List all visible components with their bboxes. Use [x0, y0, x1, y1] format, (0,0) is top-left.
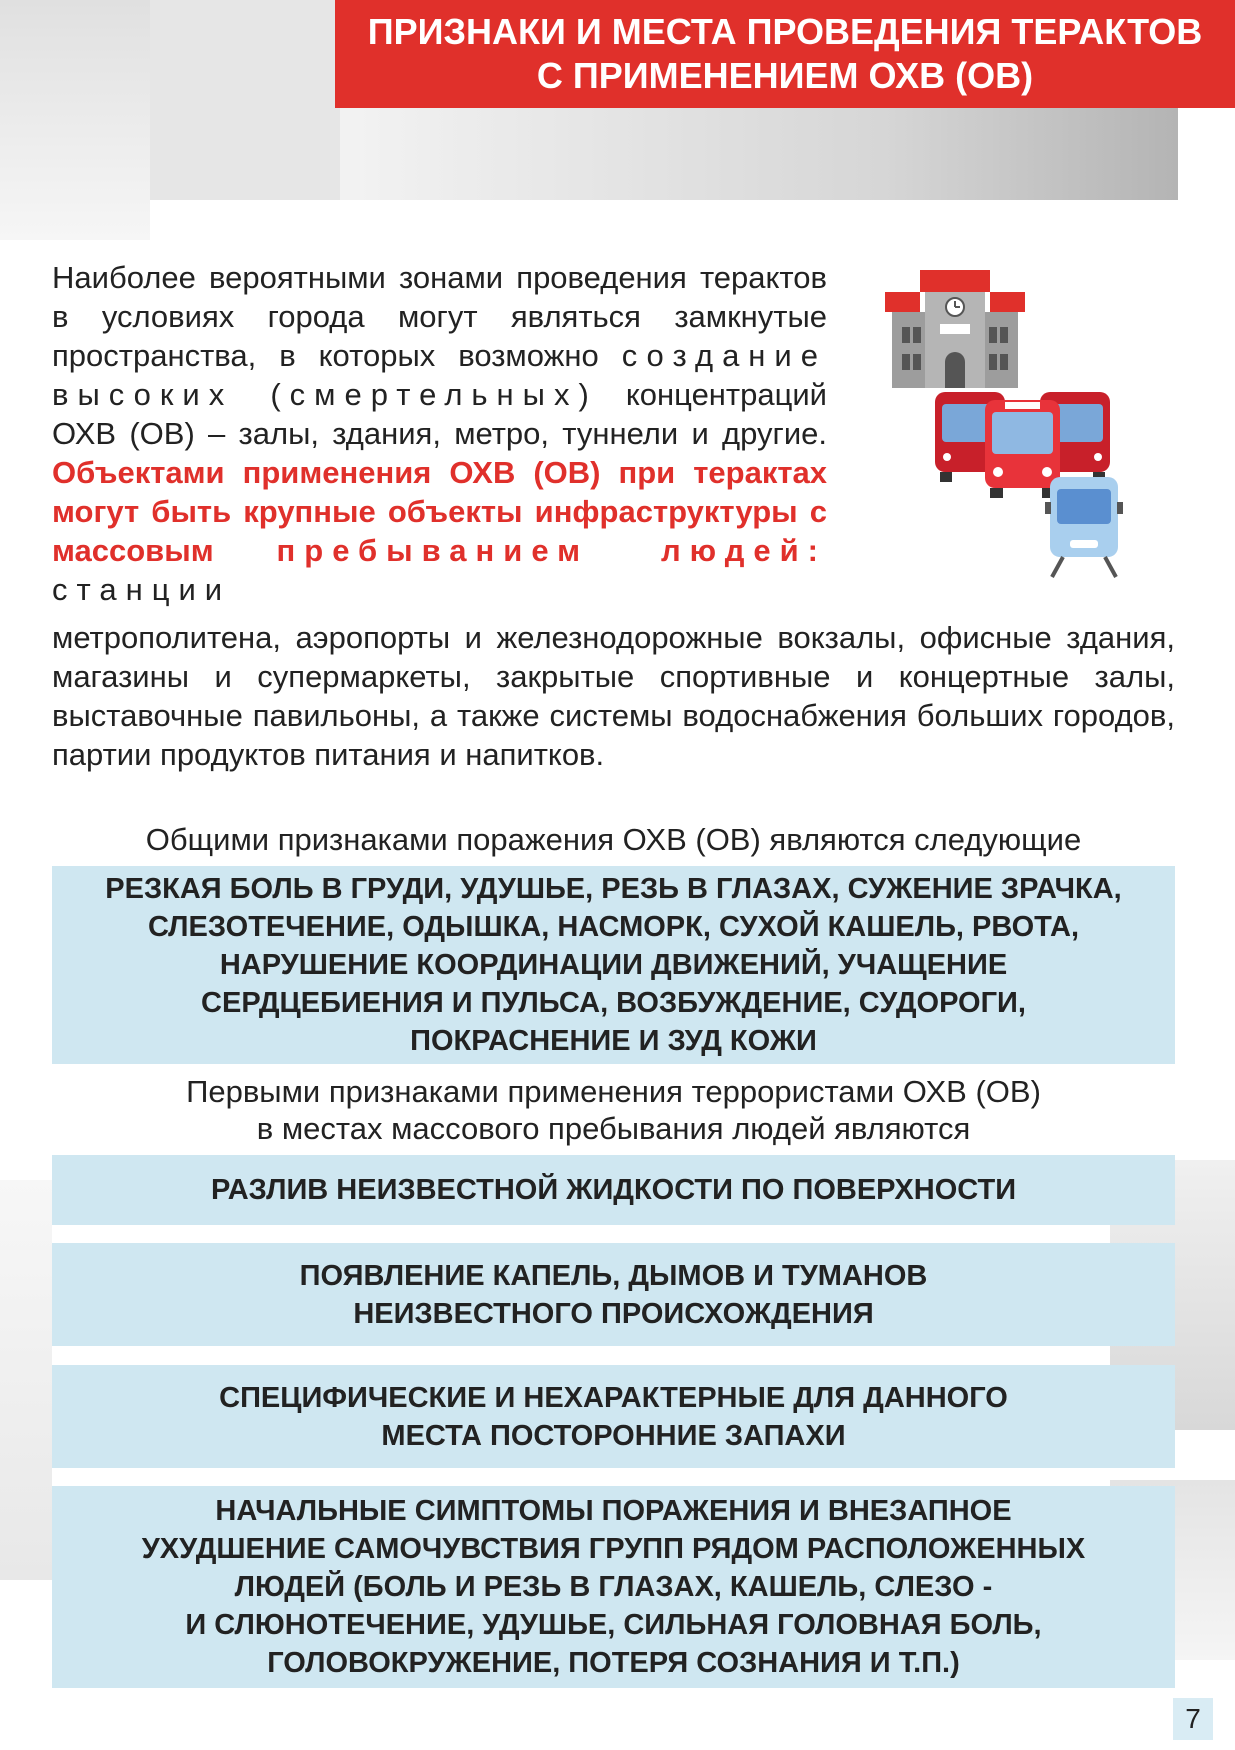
panel-line: РАЗЛИВ НЕИЗВЕСТНОЙ ЖИДКОСТИ ПО ПОВЕРХНОСТИ — [210, 1174, 1017, 1206]
panel-line: ГОЛОВОКРУЖЕНИЕ, ПОТЕРЯ СОЗНАНИЯ И Т.П.) — [267, 1647, 960, 1679]
intro-text: концентраций ОХВ (ОВ) – залы, здания, метро, туннели и другие. — [52, 377, 827, 451]
bus-icon — [985, 400, 1060, 498]
first-signs-heading — [52, 1073, 1175, 1147]
tram-icon — [1045, 477, 1123, 577]
panel-line: ПОКРАСНЕНИЕ И ЗУД КОЖИ — [410, 1025, 817, 1057]
panel-line: НАРУШЕНИЕ КООРДИНАЦИИ ДВИЖЕНИЙ, УЧАЩЕНИЕ — [219, 949, 1008, 981]
intro-highlight: пребыванием людей: — [276, 533, 827, 568]
panel-line: ЛЮДЕЙ (БОЛЬ И РЕЗЬ В ГЛАЗАХ, КАШЕЛЬ, СЛЕЗО - — [234, 1571, 993, 1603]
panel-line: НАЧАЛЬНЫЕ СИМПТОМЫ ПОРАЖЕНИЯ И ВНЕЗАПНОЕ — [215, 1495, 1012, 1527]
intro-highlight: Объектами применения ОХВ (ОВ) при терактах могут быть крупные объекты инфраструктуры с массовым — [52, 455, 827, 568]
station-building-icon — [885, 270, 1025, 388]
page-title-line: ПРИЗНАКИ И МЕСТА ПРОВЕДЕНИЯ ТЕРАКТОВ — [367, 11, 1203, 52]
panel-line: И СЛЮНОТЕЧЕНИЕ, УДУШЬЕ, СИЛЬНАЯ ГОЛОВНАЯ БОЛЬ, — [185, 1609, 1042, 1641]
page-title — [335, 0, 1235, 108]
intro-paragraph — [52, 258, 827, 609]
heading-line: в местах массового пребывания людей являются — [256, 1111, 971, 1146]
panel-line: УХУДШЕНИЕ САМОЧУВСТВИЯ ГРУПП РЯДОМ РАСПОЛОЖЕННЫХ — [141, 1533, 1086, 1565]
heading-line: Первыми признаками применения террористами ОХВ (ОВ) — [186, 1074, 1041, 1109]
panel-line: СЕРДЦЕБИЕНИЯ И ПУЛЬСА, ВОЗБУЖДЕНИЕ, СУДОРОГИ, — [201, 987, 1026, 1019]
panel-line: РЕЗКАЯ БОЛЬ В ГРУДИ, УДУШЬЕ, РЕЗЬ В ГЛАЗАХ, СУЖЕНИЕ ЗРАЧКА, — [105, 873, 1122, 905]
panel-line: ПОЯВЛЕНИЕ КАПЕЛЬ, ДЫМОВ И ТУМАНОВ — [299, 1259, 928, 1292]
common-signs-heading: Общими признаками поражения ОХВ (ОВ) являются следующие — [145, 822, 1082, 857]
sign-panel — [52, 1486, 1175, 1688]
panel-line: НЕИЗВЕСТНОГО ПРОИСХОЖДЕНИЯ — [353, 1297, 874, 1330]
background-square — [0, 1180, 52, 1580]
symptoms-panel — [52, 866, 1175, 1064]
sign-panel — [52, 1243, 1175, 1346]
panel-line: СЛЕЗОТЕЧЕНИЕ, ОДЫШКА, НАСМОРК, СУХОЙ КАШЕЛЬ, РВОТА, — [147, 911, 1080, 943]
background-square — [150, 0, 340, 200]
intro-continuation: метрополитена, аэропорты и железнодорожные вокзалы, офисные здания, магазины и супермаркеты, закрытые спортивные и концертные залы, выставочные павильоны, а также системы водоснабжения больших городов, партии продуктов питания и напитков. — [52, 620, 1175, 772]
intro-text: станции — [52, 572, 232, 607]
transport-illustration — [880, 262, 1140, 582]
panel-line: МЕСТА ПОСТОРОННИЕ ЗАПАХИ — [381, 1419, 846, 1452]
sign-panel — [52, 1365, 1175, 1468]
intro-text: Наиболее вероятными зонами проведения терактов в условиях города могут являться замкнутые пространства, в которых возможно — [52, 260, 827, 373]
panel-line: СПЕЦИФИЧЕСКИЕ И НЕХАРАКТЕРНЫЕ ДЛЯ ДАННОГО — [219, 1381, 1008, 1414]
sign-panel — [52, 1155, 1175, 1225]
page-number: 7 — [1173, 1698, 1213, 1740]
page-title-line: С ПРИМЕНЕНИЕМ ОХВ (ОВ) — [536, 55, 1034, 96]
background-square — [0, 0, 150, 240]
intro-text: создание высоких (смертельных) — [52, 338, 827, 412]
